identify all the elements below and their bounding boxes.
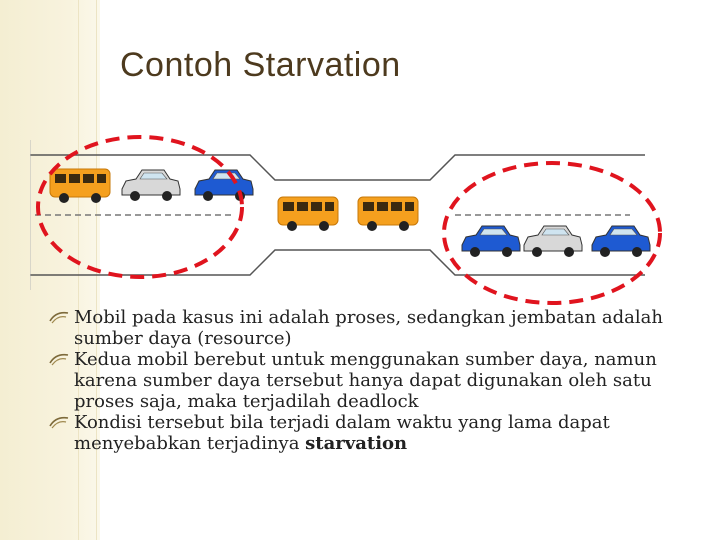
- car-icon: [122, 170, 180, 201]
- bus-icon: [358, 197, 418, 231]
- bullet-text: Mobil pada kasus ini adalah proses, sedangkan jembatan adalah sumber daya (resource): [74, 307, 663, 349]
- bullet-text: Kedua mobil berebut untuk menggunakan sumber daya, namun karena sumber daya tersebut hanya dapat digunakan oleh satu proses saja, maka terjadilah deadlock: [74, 349, 657, 412]
- bullet-icon: [48, 309, 70, 325]
- road-edge-bottom: [30, 250, 645, 275]
- slide-title: Contoh Starvation: [120, 46, 401, 84]
- car-icon: [592, 226, 650, 257]
- bullet-text: Kondisi tersebut bila terjadi dalam waktu yang lama dapat menyebabkan terjadinya: [74, 412, 610, 454]
- list-item: [48, 412, 688, 454]
- car-icon: [195, 170, 253, 201]
- emphasis-term: starvation: [305, 433, 408, 454]
- bullet-icon: [48, 414, 70, 430]
- bullet-icon: [48, 351, 70, 367]
- starvation-diagram: [30, 125, 670, 310]
- bus-icon: [50, 169, 110, 203]
- list-item: [48, 349, 688, 412]
- bus-icon: [278, 197, 338, 231]
- list-item: [48, 307, 688, 349]
- car-icon: [524, 226, 582, 257]
- car-icon: [462, 226, 520, 257]
- highlight-ellipse-left: [38, 137, 242, 277]
- bullet-list: [48, 307, 688, 454]
- road-edge-top: [30, 155, 645, 180]
